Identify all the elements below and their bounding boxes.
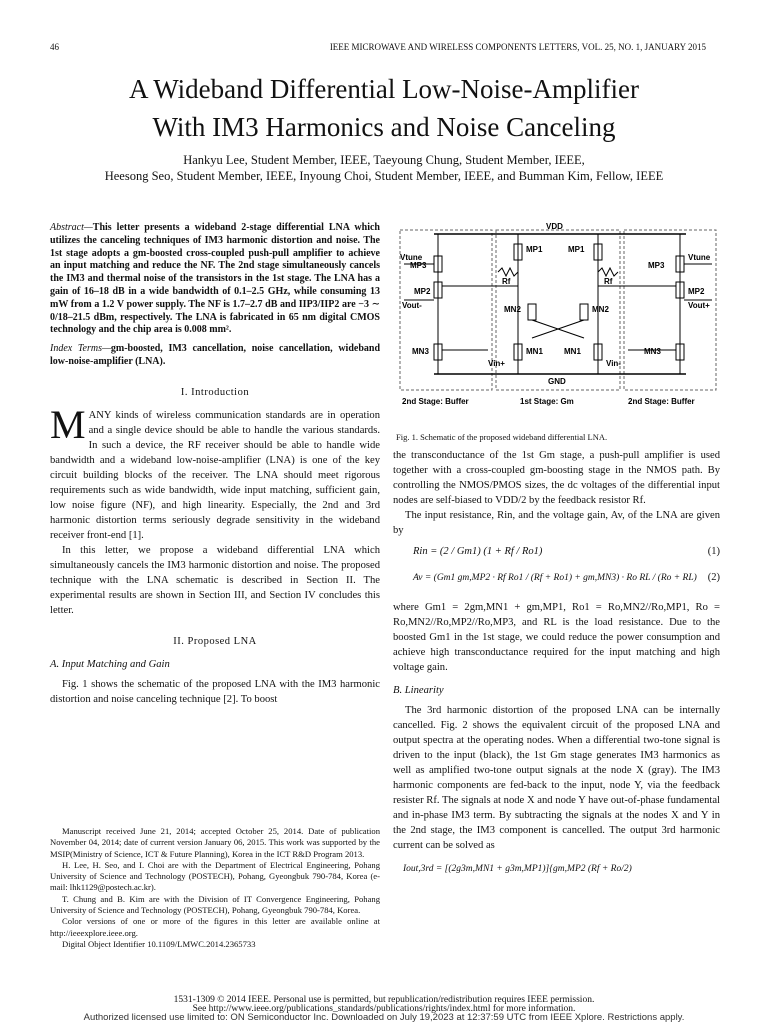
subsection-b-heading: B. Linearity	[393, 685, 444, 696]
intro-paragraph-1	[50, 401, 380, 543]
schematic-figure	[398, 220, 718, 418]
label-mn2-left: MN2	[504, 305, 521, 314]
label-vout-plus: Vout+	[688, 301, 710, 310]
figure-caption: Fig. 1. Schematic of the proposed wideband differential LNA.	[396, 432, 608, 442]
subsection-a-heading: A. Input Matching and Gain	[50, 658, 170, 670]
label-mp1-right: MP1	[568, 245, 585, 254]
journal-header: IEEE MICROWAVE AND WIRELESS COMPONENTS LETTERS, VOL. 25, NO. 1, JANUARY 2015	[329, 42, 706, 52]
label-vdd: VDD	[546, 222, 563, 231]
title-line-1: A Wideband Differential Low-Noise-Amplifier	[128, 74, 640, 104]
page-number: 46	[50, 42, 59, 52]
equation-2-body: Av = (Gm1 gm,MP2 · Rf Ro1 / (Rf + Ro1) + gm,MN3) · Ro RL / (Ro + RL)	[413, 573, 697, 583]
right-paragraph-2: The input resistance, Rin, and the voltage gain, Av, of the LNA are given by	[393, 510, 720, 536]
right-paragraph-3: where Gm1 = 2gm,MN1 + gm,MP1, Ro1 = Ro,MN2//Ro,MP1, Ro = Ro,MN2//Ro,MP2//Ro,MP3, and RL is the load resistance. Due to the boosted Gm1 in the 1st stage, we could reduce the power consumption and achieve high transconductance required for the input matching and high voltage gain.	[393, 602, 720, 673]
index-terms	[50, 343, 380, 369]
label-stage-left: 2nd Stage: Buffer	[402, 397, 469, 406]
authorized-use-notice: Authorized licensed use limited to: ON Semiconductor Inc. Downloaded on July 19,2023 at 12:37:59 UTC from IEEE Xplore. Restrictions apply.	[83, 1012, 685, 1023]
section-2-heading: II. Proposed LNA	[173, 635, 257, 647]
right-paragraph-1: the transconductance of the 1st Gm stage, a push-pull amplifier is used together with a cross-coupled gm-boosting stage in the NMOS path. By controlling the NMOS/PMOS sizes, the dc voltages of the differential input nodes are self-biased to VDD/2 by the feedback resistor Rf.	[393, 450, 720, 506]
label-vin-minus: Vin-	[606, 359, 621, 368]
right-column	[393, 430, 720, 887]
label-mp2-right: MP2	[688, 287, 705, 296]
authors-line-2: Heesong Seo, Student Member, IEEE, Inyoung Choi, Student Member, IEEE, and Bumman Kim, Fellow, IEEE	[104, 169, 664, 183]
abstract-label: Abstract—	[50, 222, 93, 233]
footnotes	[50, 826, 380, 950]
footnote-authors-2: T. Chung and B. Kim are with the Division of IT Convergence Engineering, Pohang University of Science and Technology (POSTECH), Pohang, Gyeongbuk 790-784, Korea.	[50, 893, 380, 916]
authors-line-1: Hankyu Lee, Student Member, IEEE, Taeyoung Chung, Student Member, IEEE,	[183, 153, 585, 167]
label-stage-right: 2nd Stage: Buffer	[628, 397, 695, 406]
label-gnd: GND	[548, 377, 566, 386]
equation-1-number: (1)	[707, 546, 720, 557]
label-mp1-left: MP1	[526, 245, 543, 254]
label-vout-minus: Vout-	[402, 301, 422, 310]
rights-link[interactable]: See http://www.ieee.org/publications_standards/publications/rights/index.html for more information.	[192, 1004, 576, 1014]
footnote-doi: Digital Object Identifier 10.1109/LMWC.2014.2365733	[62, 938, 256, 949]
abstract	[50, 222, 380, 337]
label-mn3-left: MN3	[412, 347, 429, 356]
intro-paragraph-2: In this letter, we propose a wideband differential LNA which simultaneously cancels the IM3 harmonic distortion and noise. The proposed technique with the LNA schematic is described in Section II. The experimental results are shown in Section III, and Section IV concludes this letter.	[50, 544, 380, 616]
drop-cap: M	[50, 401, 86, 447]
label-mp3-left: MP3	[410, 261, 427, 270]
footnote-manuscript: Manuscript received June 21, 2014; accepted October 25, 2014. Date of publication November 04, 2014; date of current version January 06, 2015. This work was supported by the MSIP(Ministry of Science, ICT & Future Planning), Korea in the ICT R&D Program 2013.	[50, 826, 380, 859]
equation-2-number: (2)	[707, 572, 720, 583]
footnote-color: Color versions of one or more of the figures in this letter are available online at http://ieeexplore.ieee.org.	[50, 916, 380, 938]
subsection-a-paragraph: Fig. 1 shows the schematic of the proposed LNA with the IM3 harmonic distortion and noise canceling technique [2]. To boost	[50, 678, 380, 705]
label-mn1-right: MN1	[564, 347, 581, 356]
index-terms-text: gm-boosted, IM3 cancellation, noise cancellation, wideband low-noise-amplifier (LNA).	[50, 343, 381, 367]
equation-2	[393, 570, 720, 596]
label-vtune-left: Vtune	[400, 253, 423, 262]
equation-3-body: Iout,3rd = [(2g3m,MN1 + g3m,MP1)]{gm,MP2 (Rf + Ro/2)	[403, 864, 632, 874]
equation-3	[393, 861, 720, 887]
label-mn2-right: MN2	[592, 305, 609, 314]
left-column	[50, 222, 380, 707]
label-rf-left: Rf	[502, 277, 511, 286]
paper-title	[0, 70, 768, 146]
label-vtune-right: Vtune	[688, 253, 711, 262]
copyright-notice: 1531-1309 © 2014 IEEE. Personal use is permitted, but republication/redistribution requires IEEE permission.	[173, 995, 595, 1005]
title-line-2: With IM3 Harmonics and Noise Canceling	[152, 112, 616, 142]
label-mn3-right: MN3	[644, 347, 661, 356]
right-paragraph-4: The 3rd harmonic distortion of the proposed LNA can be internally cancelled. Fig. 2 shows the equivalent circuit of the proposed LNA and output spectra at the operating nodes. When a differential two-tone signal is driven to the input (black), the 1st Gm stage generates IM3 harmonics as well as amplified two-tone output signals at the node X (gray). The IM3 harmonic components are fed-back to the input, node Y, via the feedback resister Rf. The signals at node X and node Y have out-of-phase fundamental and in-phase IM3 term. By subtracting the signals at the nodes X and Y in the 2nd stage, the IM3 component is cancelled. The output 3rd harmonic current can be solved as	[393, 705, 720, 851]
label-rf-right: Rf	[604, 277, 613, 286]
index-terms-label: Index Terms—	[50, 343, 111, 355]
label-stage-middle: 1st Stage: Gm	[520, 397, 574, 406]
section-1-heading: I. Introduction	[180, 386, 250, 398]
abstract-text: This letter presents a wideband 2-stage differential LNA which utilizes the canceling techniques of IM3 harmonic distortion and noise. The 1st stage adopts a gm-boosted cross-coupled push-pull amplifier to achieve an input matching and reduce the NF. The 2nd stage simultaneously cancels the IM3 and thermal noise of the transistors in the 1st stage. The LNA has a gain of 16–18 dB in a wide bandwidth of 0.1–2.5 GHz, while consuming 13 mW from a 1.2 V power supply. The NF is 1.7–2.7 dB and IIP3/IIP2 are −3 ∼ 0/18–21.5 dBm, respectively. The LNA is fabricated in 65 nm digital CMOS technology and the chip area is 0.008 mm².	[50, 222, 380, 336]
label-mn1-left: MN1	[526, 347, 543, 356]
equation-1	[393, 544, 720, 570]
author-list	[0, 152, 768, 184]
equation-1-body: Rin = (2 / Gm1) (1 + Rf / Ro1)	[413, 546, 543, 557]
footnote-authors-1: H. Lee, H. Seo, and I. Choi are with the Department of Electrical Engineering, Pohang University of Science and Technology (POSTECH), Pohang, Gyeongbuk 790-784, Korea (e-mail: lhk1129@postech.ac.kr).	[50, 859, 380, 893]
label-mp3-right: MP3	[648, 261, 665, 270]
label-vin-plus: Vin+	[488, 359, 505, 368]
label-mp2-left: MP2	[414, 287, 431, 296]
intro-paragraph-1-text: ANY kinds of wireless communication standards are in operation and a single device should be able to handle the various standards. In such a device, the RF receiver should be able to handle wide bandwidth and a wideband low-noise-amplifier (LNA) is one of the key circuit building blocks of the receiver. The LNA should meet rigorous requirements such as wide bandwidth, wide input matching, sufficient gain, low noise figure (NF), and high linearity. Especially, the 2nd and 3rd harmonic distortion terms seriously degrade sensitivity in the wideband receiver front-end [1].	[50, 409, 380, 541]
